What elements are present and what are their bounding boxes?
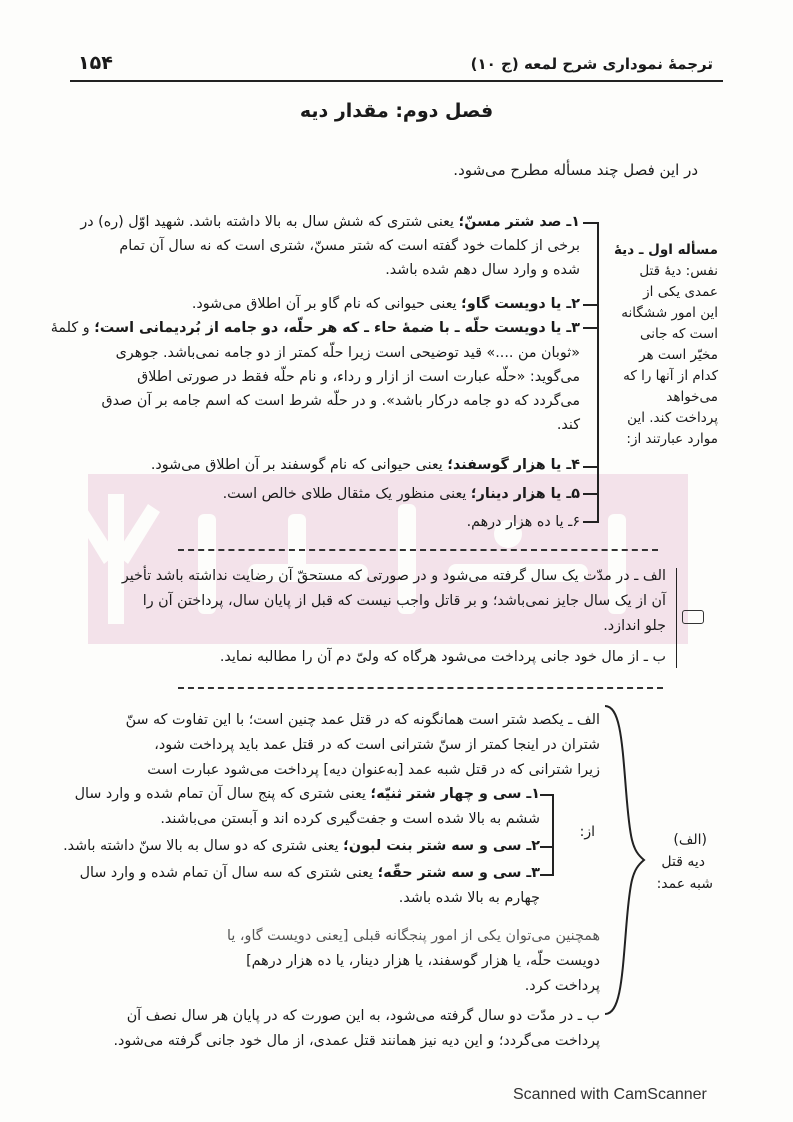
book-title: ترجمهٔ نموداری شرح لمعه (ج ۱۰) xyxy=(470,55,713,73)
semi-intentional-brace xyxy=(600,700,650,1020)
dashed-divider xyxy=(178,549,658,551)
issue1-bracket xyxy=(597,222,599,522)
dashed-divider xyxy=(178,687,663,689)
az-label: از: xyxy=(579,824,595,840)
page-number: ۱۵۴ xyxy=(78,52,113,74)
scanner-footer: Scanned with CamScanner xyxy=(513,1086,707,1103)
chapter-title: فصل دوم: مقدار دیه xyxy=(299,100,494,122)
header-rule xyxy=(70,80,723,82)
timing-brace xyxy=(676,568,677,668)
hand-pointer-icon xyxy=(682,610,704,624)
intro-text: در این فصل چند مسأله مطرح می‌شود. xyxy=(453,161,698,179)
